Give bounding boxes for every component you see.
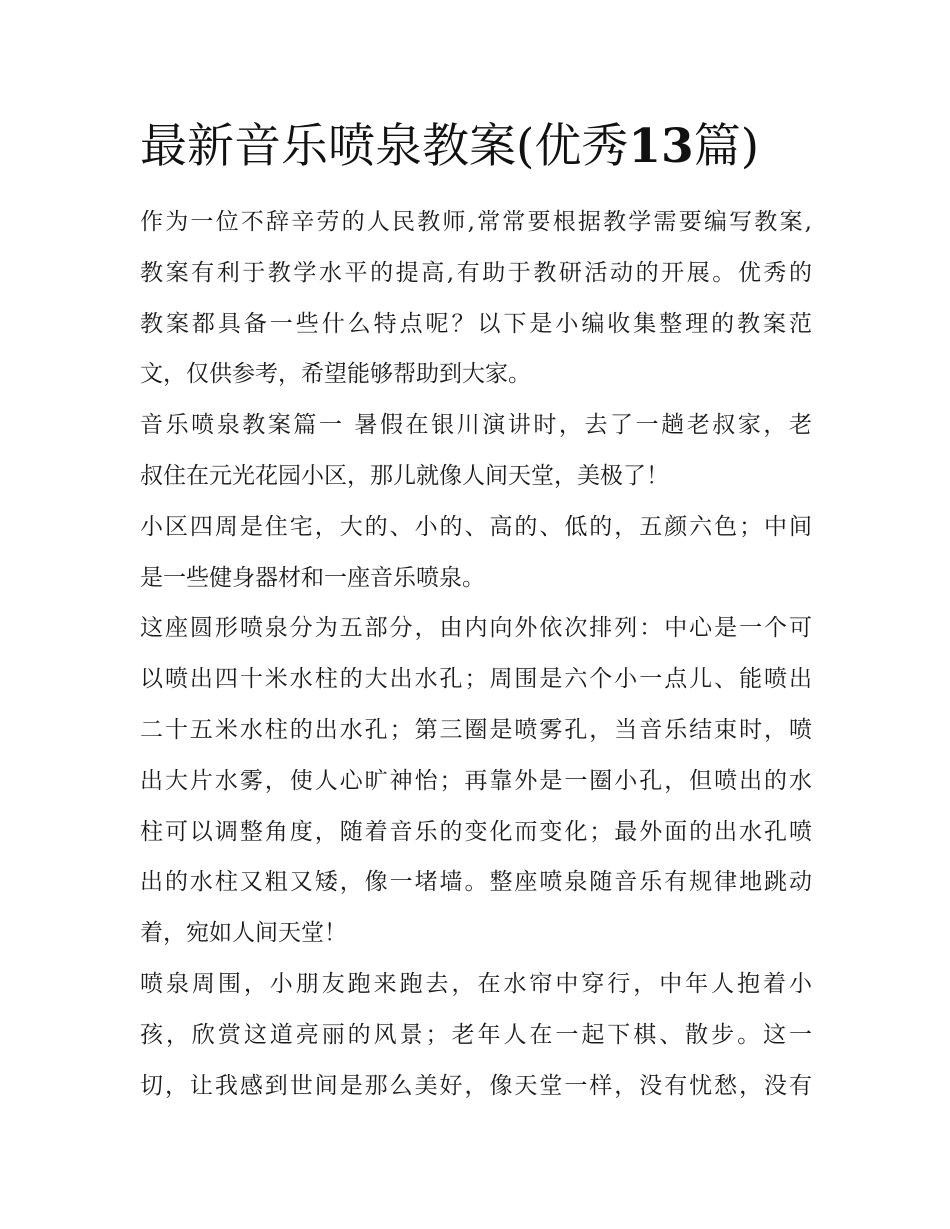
text-line: 是一些健身器材和一座音乐喷泉。 [140,564,485,591]
paragraph [140,502,812,604]
title-number: 13 [628,119,694,174]
text-line: 出大片水雾，使人心旷神怡；再靠外是一圈小孔，但喷出的水 [140,767,812,794]
document-body [140,197,812,1111]
title-prefix: 最新音乐喷泉教案(优秀 [140,119,629,174]
text-line: 教案有利于教学水平的提高,有助于教研活动的开展。优秀的 [140,259,812,286]
text-line: 切，让我感到世间是那么美好，像天堂一样，没有忧愁，没有 [140,1072,812,1099]
paragraph [140,959,812,1111]
text-line: 柱可以调整角度，随着音乐的变化而变化；最外面的出水孔喷 [140,818,812,845]
text-line: 文，仅供参考，希望能够帮助到大家。 [140,361,531,388]
text-line: 出的水柱又粗又矮，像一堵墙。整座喷泉随音乐有规律地跳动 [140,869,812,896]
text-line: 二十五米水柱的出水孔；第三圈是喷雾孔，当音乐结束时，喷 [140,716,812,743]
text-line: 音乐喷泉教案篇一 暑假在银川演讲时，去了一趟老叔家，老 [140,412,812,439]
page-title [140,112,840,182]
text-line: 喷泉周围，小朋友跑来跑去，在水帘中穿行，中年人抱着小 [140,970,812,997]
text-line: 作为一位不辞辛劳的人民教师,常常要根据教学需要编写教案, [140,209,812,235]
text-line: 着，宛如人间天堂！ [140,920,347,947]
text-line: 以喷出四十米水柱的大出水孔；周围是六个小一点儿、能喷出 [140,666,812,693]
paragraph [140,197,812,400]
title-suffix: 篇) [693,119,760,174]
text-line: 这座圆形喷泉分为五部分，由内向外依次排列：中心是一个可 [140,615,812,642]
text-line: 叔住在元光花园小区，那儿就像人间天堂，美极了！ [140,462,669,489]
text-line: 教案都具备一些什么特点呢？以下是小编收集整理的教案范 [140,310,812,337]
paragraph [140,603,812,959]
text-line: 孩，欣赏这道亮丽的风景；老年人在一起下棋、散步。这一 [140,1021,812,1048]
text-line: 小区四周是住宅，大的、小的、高的、低的，五颜六色；中间 [140,513,812,540]
paragraph [140,400,812,502]
